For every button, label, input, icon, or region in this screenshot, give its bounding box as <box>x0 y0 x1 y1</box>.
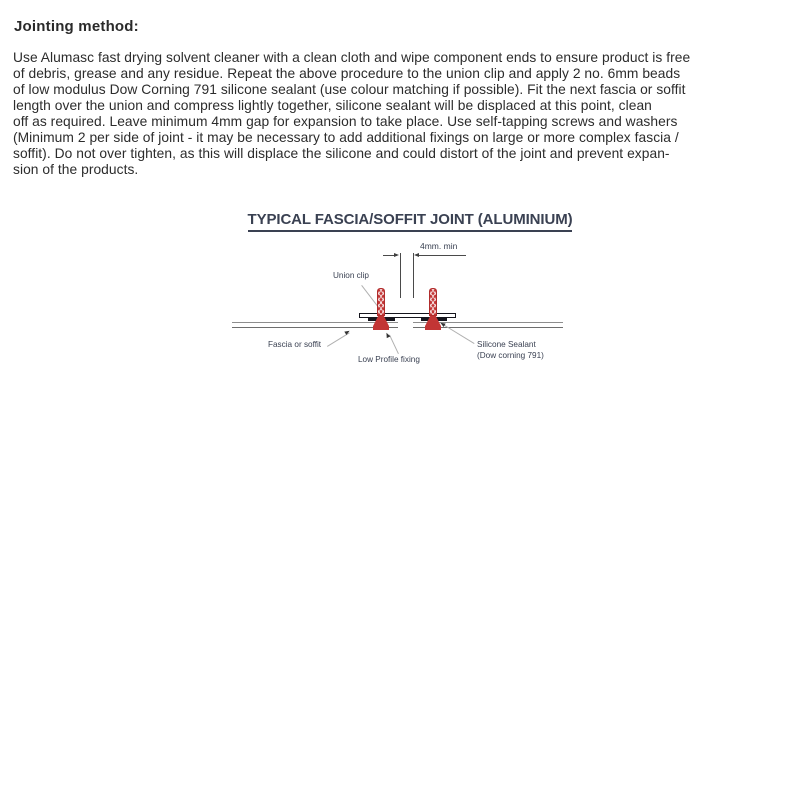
joint-diagram <box>0 200 800 400</box>
gap-extension-line-right <box>413 253 414 298</box>
fascia-arrow-icon <box>344 329 350 335</box>
dimension-arrow-right-icon <box>394 253 399 257</box>
union-clip-label: Union clip <box>333 271 369 280</box>
low-profile-fixing-label: Low Profile fixing <box>358 355 420 364</box>
fascia-or-soffit-label: Fascia or soffit <box>268 340 322 349</box>
dimension-arrow-left-icon <box>414 253 419 257</box>
jointing-method-heading: Jointing method: <box>14 18 139 35</box>
diagram-title <box>230 211 590 232</box>
gap-extension-line-left <box>400 253 401 298</box>
silicone-sealant-label: Silicone Sealant (Dow corning 791) <box>477 340 544 360</box>
low-profile-fixing-leader-line <box>389 335 399 354</box>
self-tapping-screw-right-icon <box>429 288 437 316</box>
body-paragraph: Use Alumasc fast drying solvent cleaner with a clean cloth and wipe component ends to ensure product is free of debris, grease and any residue. Repeat the above procedure to the union clip and apply 2 no. 6mm beads of low modulus Dow Corning 791 silicone sealant (use colour matching if possible). Fit the next fascia or soffit length over the union and compress lightly together, silicone sealant will be displaced at this point, clean off as required. Leave minimum 4mm gap for expansion to take place. Use self-tapping screws and washers (Minimum 2 per side of joint - it may be necessary to add additional fixings on large or more complex fascia / soffit). Do not over tighten, as this will displace the silicone and could distort of the joint and prevent expan- sion of the products. <box>13 50 691 177</box>
dimension-line-right <box>417 255 466 256</box>
dimension-label: 4mm. min <box>420 241 458 251</box>
diagram-title-text: TYPICAL FASCIA/SOFFIT JOINT (ALUMINIUM) <box>248 211 573 232</box>
self-tapping-screw-left-icon <box>377 288 385 316</box>
